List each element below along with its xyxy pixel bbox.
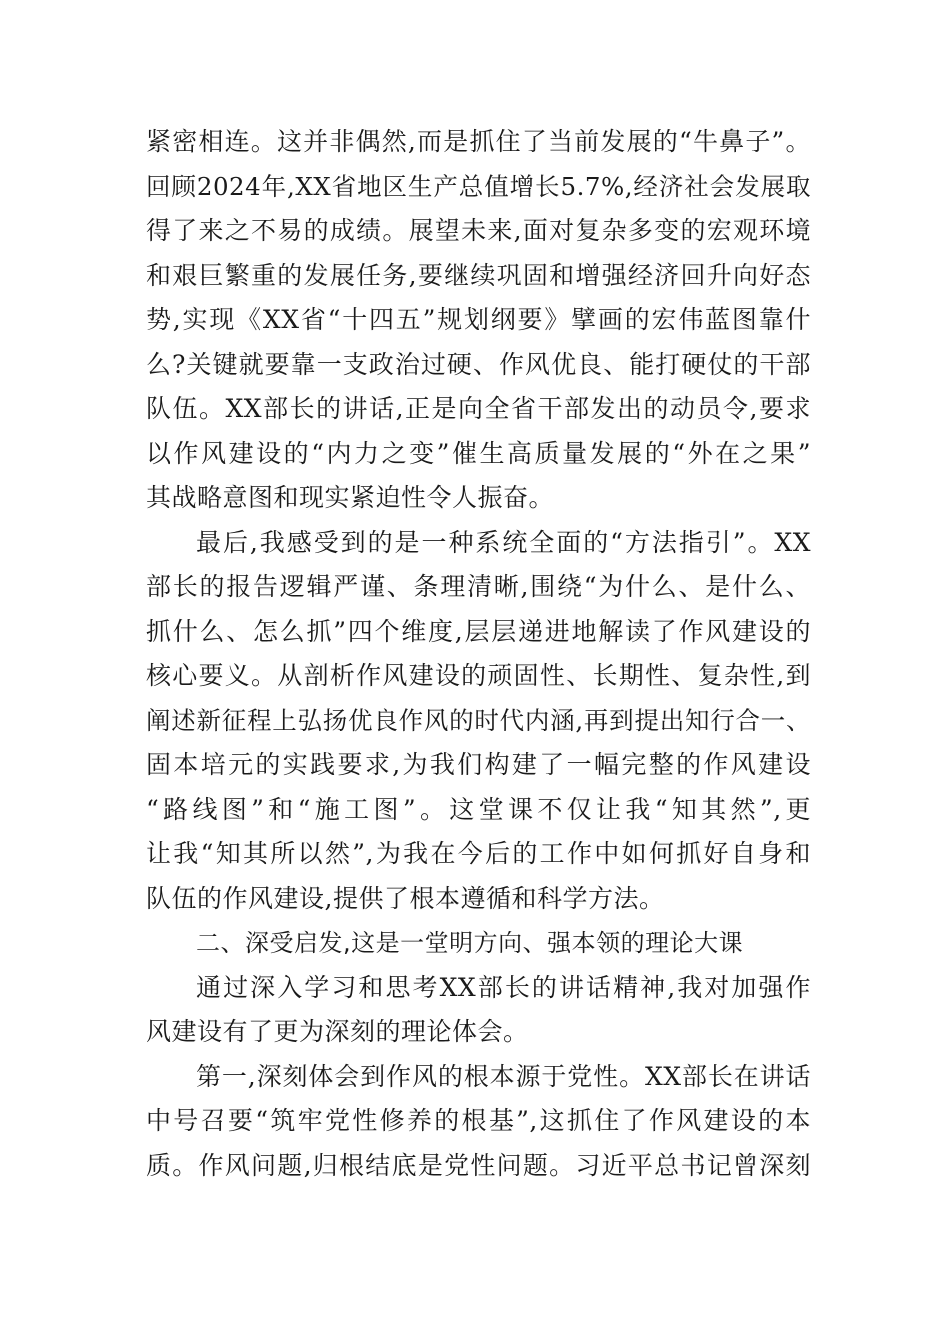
text-line: 质。作风问题,归根结底是党性问题。习近平总书记曾深刻 (146, 1150, 811, 1180)
text-line: 队伍。XX部长的讲话,正是向全省干部发出的动员令,要求 (146, 394, 811, 423)
paragraph-start-line: 第一,深刻体会到作风的根本源于党性。XX部长在讲话 (196, 1061, 811, 1091)
text-line: 队伍的作风建设,提供了根本遵循和科学方法。 (146, 883, 665, 913)
section-heading: 二、深受启发,这是一堂明方向、强本领的理论大课 (196, 929, 744, 957)
text-line: 么?关键就要靠一支政治过硬、作风优良、能打硬仗的干部 (146, 349, 811, 379)
text-line: “路线图”和“施工图”。这堂课不仅让我“知其然”,更 (146, 794, 811, 824)
text-line: 让我“知其所以然”,为我在今后的工作中如何抓好自身和 (146, 839, 811, 868)
text-line: 得了来之不易的成绩。展望未来,面对复杂多变的宏观环境 (146, 216, 811, 245)
text-line: 以作风建设的“内力之变”催生高质量发展的“外在之果” (146, 438, 811, 468)
text-line: 和艰巨繁重的发展任务,要继续巩固和增强经济回升向好态 (146, 260, 811, 290)
text-line: 部长的报告逻辑严谨、条理清晰,围绕“为什么、是什么、 (146, 572, 811, 601)
text-line: 核心要义。从剖析作风建设的顽固性、长期性、复杂性,到 (146, 661, 811, 690)
text-line: 紧密相连。这并非偶然,而是抓住了当前发展的“牛鼻子”。 (146, 127, 811, 156)
paragraph-start-line: 最后,我感受到的是一种系统全面的“方法指引”。XX (196, 527, 811, 557)
text-line: 固本培元的实践要求,为我们构建了一幅完整的作风建设 (146, 750, 811, 779)
text-line: 势,实现《XX省“十四五”规划纲要》擘画的宏伟蓝图靠什 (146, 305, 811, 334)
text-line: 风建设有了更为深刻的理论体会。 (146, 1017, 529, 1046)
paragraph-start-line: 通过深入学习和思考XX部长的讲话精神,我对加强作 (196, 972, 811, 1002)
text-line: 其战略意图和现实紧迫性令人振奋。 (146, 483, 555, 512)
text-line: 阐述新征程上弘扬优良作风的时代内涵,再到提出知行合一、 (146, 705, 811, 735)
text-line: 回顾2024年,XX省地区生产总值增长5.7%,经济社会发展取 (146, 171, 811, 201)
text-line: 抓什么、怎么抓”四个维度,层层递进地解读了作风建设的 (146, 616, 811, 646)
document-body (146, 120, 811, 1188)
text-line: 中号召要“筑牢党性修养的根基”,这抓住了作风建设的本 (146, 1106, 811, 1135)
